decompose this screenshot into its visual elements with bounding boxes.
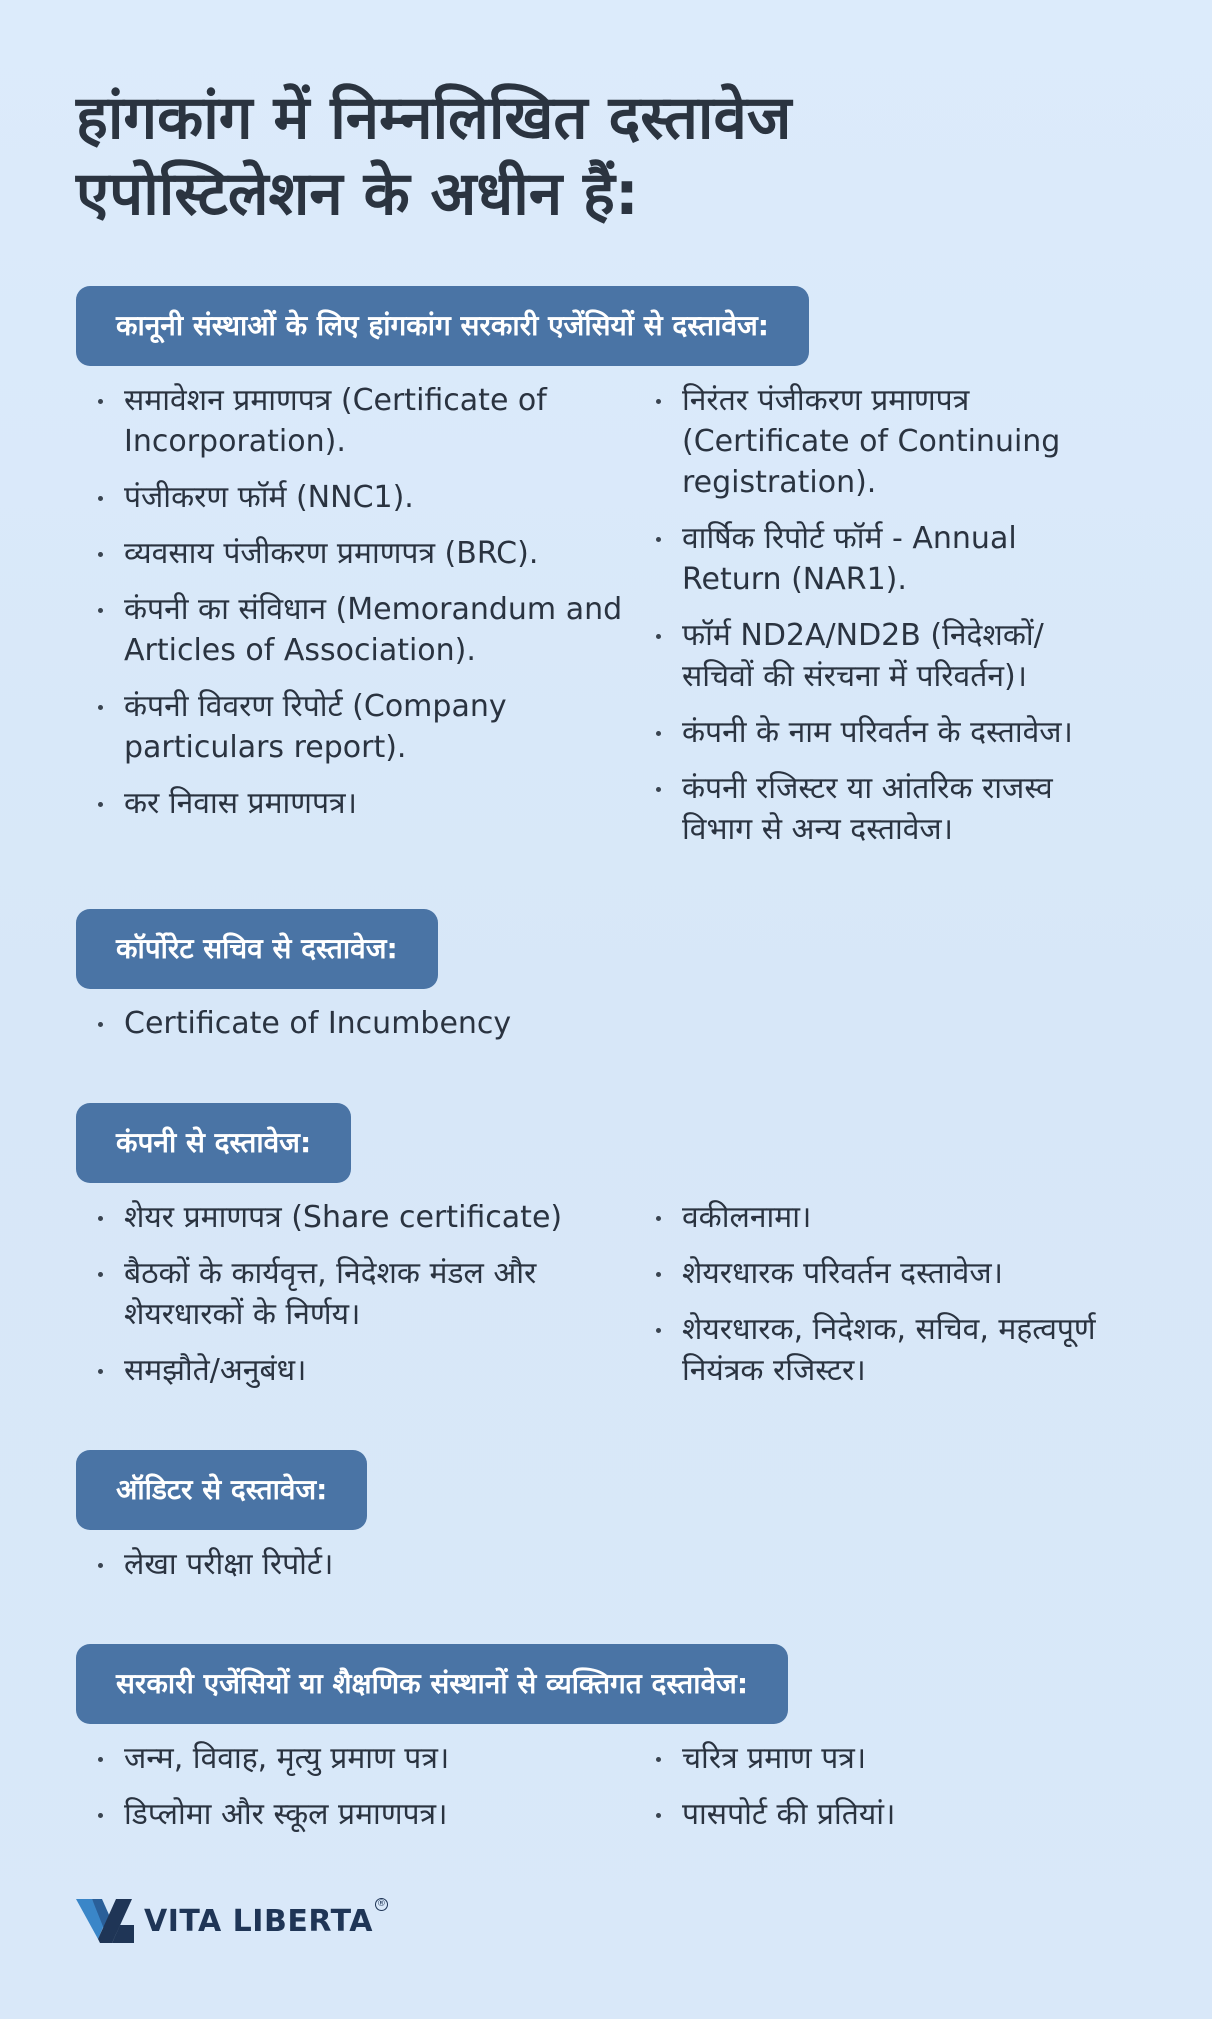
list-item: जन्म, विवाह, मृत्यु प्रमाण पत्र। [76,1738,634,1779]
brand-logo [76,1896,388,1946]
list-item: फॉर्म ND2A/ND2B (निदेशकों/सचिवों की संरचना में परिवर्तन)। [634,615,1114,697]
list-item: चरित्र प्रमाण पत्र। [634,1738,1114,1779]
section-auditor [76,1450,1136,1600]
list-item: कंपनी के नाम परिवर्तन के दस्तावेज। [634,712,1114,753]
item-list-right [634,380,1114,850]
list-item: पंजीकरण फॉर्म (NNC1). [76,477,634,518]
list-item: व्यवसाय पंजीकरण प्रमाणपत्र (BRC). [76,533,634,574]
section-heading: सरकारी एजेंसियों या शैक्षणिक संस्थानों से व्यक्तिगत दस्तावेज: [76,1644,788,1724]
list-item: लेखा परीक्षा रिपोर्ट। [76,1544,634,1585]
item-list-left [76,380,634,824]
list-item: निरंतर पंजीकरण प्रमाणपत्र (Certificate of Continuing registration). [634,380,1114,503]
list-item: वकीलनामा। [634,1197,1114,1238]
section-heading: कंपनी से दस्तावेज: [76,1103,351,1183]
section-personal-documents [76,1644,1136,1850]
list-item: कंपनी का संविधान (Memorandum and Articles of Association). [76,589,634,671]
list-item: कंपनी रजिस्टर या आंतरिक राजस्व विभाग से अन्य दस्तावेज। [634,768,1114,850]
list-item: शेयरधारक परिवर्तन दस्तावेज। [634,1253,1114,1294]
section-heading: ऑडिटर से दस्तावेज: [76,1450,367,1530]
section-company-documents [76,1103,1136,1406]
list-item: बैठकों के कार्यवृत्त, निदेशक मंडल और शेयरधारकों के निर्णय। [76,1253,634,1335]
list-item: समझौते/अनुबंध। [76,1350,634,1391]
list-item: Certificate of Incumbency [76,1003,634,1044]
list-item: शेयर प्रमाणपत्र (Share certificate) [76,1197,634,1238]
list-item: वार्षिक रिपोर्ट फॉर्म - Annual Return (NAR1). [634,518,1114,600]
list-item: डिप्लोमा और स्कूल प्रमाणपत्र। [76,1794,634,1835]
item-list-left [76,1197,634,1391]
item-list-right [634,1738,1114,1835]
vita-liberta-logo-mark-icon [76,1899,134,1943]
item-list-left [76,1003,634,1044]
list-item: कंपनी विवरण रिपोर्ट (Company particulars report). [76,686,634,768]
section-heading: कॉर्पोरेट सचिव से दस्तावेज: [76,909,438,989]
item-list-left [76,1738,634,1835]
list-item: कर निवास प्रमाणपत्र। [76,783,634,824]
section-corporate-secretary [76,909,1136,1059]
item-list-right [634,1197,1114,1391]
list-item: समावेशन प्रमाणपत्र (Certificate of Incorporation). [76,380,634,462]
section-government-agencies [76,286,1136,865]
list-item: शेयरधारक, निदेशक, सचिव, महत्वपूर्ण नियंत्रक रजिस्टर। [634,1309,1114,1391]
section-heading: कानूनी संस्थाओं के लिए हांगकांग सरकारी एजेंसियों से दस्तावेज: [76,286,809,366]
item-list-left [76,1544,634,1585]
brand-name: VITA LIBERTA [144,1903,373,1939]
page-title: हांगकांग में निम्नलिखित दस्तावेज एपोस्टिलेशन के अधीन हैं: [76,83,792,229]
trademark-symbol: ® [376,1899,386,1909]
list-item: पासपोर्ट की प्रतियां। [634,1794,1114,1835]
